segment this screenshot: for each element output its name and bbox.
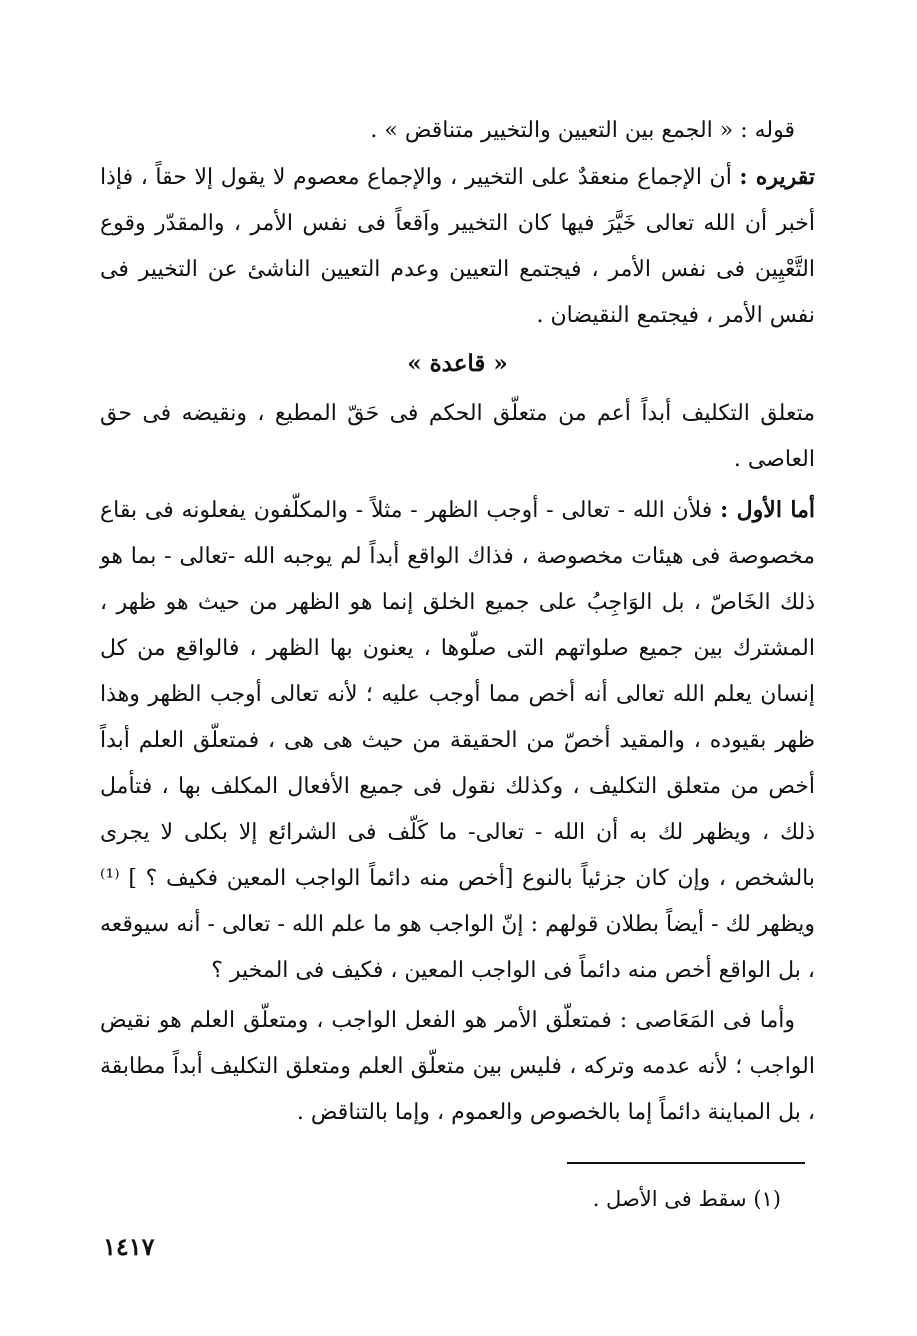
footnote: (١) سقط فى الأصل . xyxy=(592,1187,781,1211)
paragraph-rule xyxy=(100,391,815,483)
paragraph-lead: أما الأول : xyxy=(720,497,815,523)
paragraph-quote xyxy=(100,108,815,154)
paragraph-lead: تقريره : xyxy=(739,164,815,190)
paragraph-text: قوله : « الجمع بين التعيين والتخيير متناقض » . xyxy=(370,118,795,143)
paragraph-text: أن الإجماع منعقدٌ على التخيير ، والإجماع معصوم لا يقول إلا حقاً ، فإذا أخبر أن الله تعالى خَيَّرَ فيها كان التخيير واَقعاً فى نفس الأمر ، والمقدّر وقوع التَّعْيِين فى نفس الأمر ، فيجتمع التعيين وعدم التعيين الناشئ عن التخيير فى نفس الأمر ، فيجتمع النقيضان . xyxy=(100,165,815,328)
paragraph-text: متعلق التكليف أبداً أعم من متعلّق الحكم فى حَقّ المطيع ، ونقيضه فى حق العاصى . xyxy=(100,401,815,472)
paragraph-text: وأما فى المَعَاصى : فمتعلّق الأمر هو الفعل الواجب ، ومتعلّق العلم هو نقيض الواجب ؛ لأنه عدمه وتركه ، فليس بين متعلّق العلم ومتعلق التكليف أبداً مطابقة ، بل المباينة دائماً إما بالخصوص والعموم ، وإما بالتناقض . xyxy=(100,1008,815,1125)
paragraph-explanation xyxy=(100,154,815,339)
section-heading: « قاعدة » xyxy=(407,350,508,377)
paragraph-first-case xyxy=(100,487,815,994)
footnote-divider xyxy=(567,1162,805,1164)
paragraph-text: فلأن الله - تعالى - أوجب الظهر - مثلاً - والمكلّفون يفعلونه فى بقاع مخصوصة فى هيئات مخصوصة ، فذاك الواقع أبداً لم يوجبه الله -تعالى - بما هو ذلك الخَاصّ ، بل الوَاجِبُ على جميع الخلق إنما هو الظهر من حيث هو ظهر ، المشترك بين جميع صلواتهم التى صلّوها ، يعنون بها الظهر ، فالواقع من كل إنسان يعلم الله تعالى أنه أخص مما أوجب عليه ؛ لأنه تعالى أوجب الظهر وهذا ظهر بقيوده ، والمقيد أخصّ من الحقيقة من حيث هى هى ، فمتعلّق العلم أبداً أخص من متعلق التكليف ، وكذلك نقول فى جميع الأفعال المكلف بها ، فتأمل ذلك ، ويظهر لك به أن الله - تعالى- ما كَلّف فى الشرائع إلا بكلى لا يجرى بالشخص ، وإن كان جزئياً بالنوع [أخص منه دائماً الواجب المعين فكيف ؟ ] ⁽¹⁾ ويظهر لك - أيضاً بطلان قولهم : إنّ الواجب هو ما علم الله - تعالى - أنه سيوقعه ، بل الواقع أخص منه دائماً فى الواجب المعين ، فكيف فى المخير ؟ xyxy=(100,498,815,983)
paragraph-second-case xyxy=(100,998,815,1136)
page-number: ١٤١٧ xyxy=(103,1232,155,1261)
page-body xyxy=(100,108,815,1136)
